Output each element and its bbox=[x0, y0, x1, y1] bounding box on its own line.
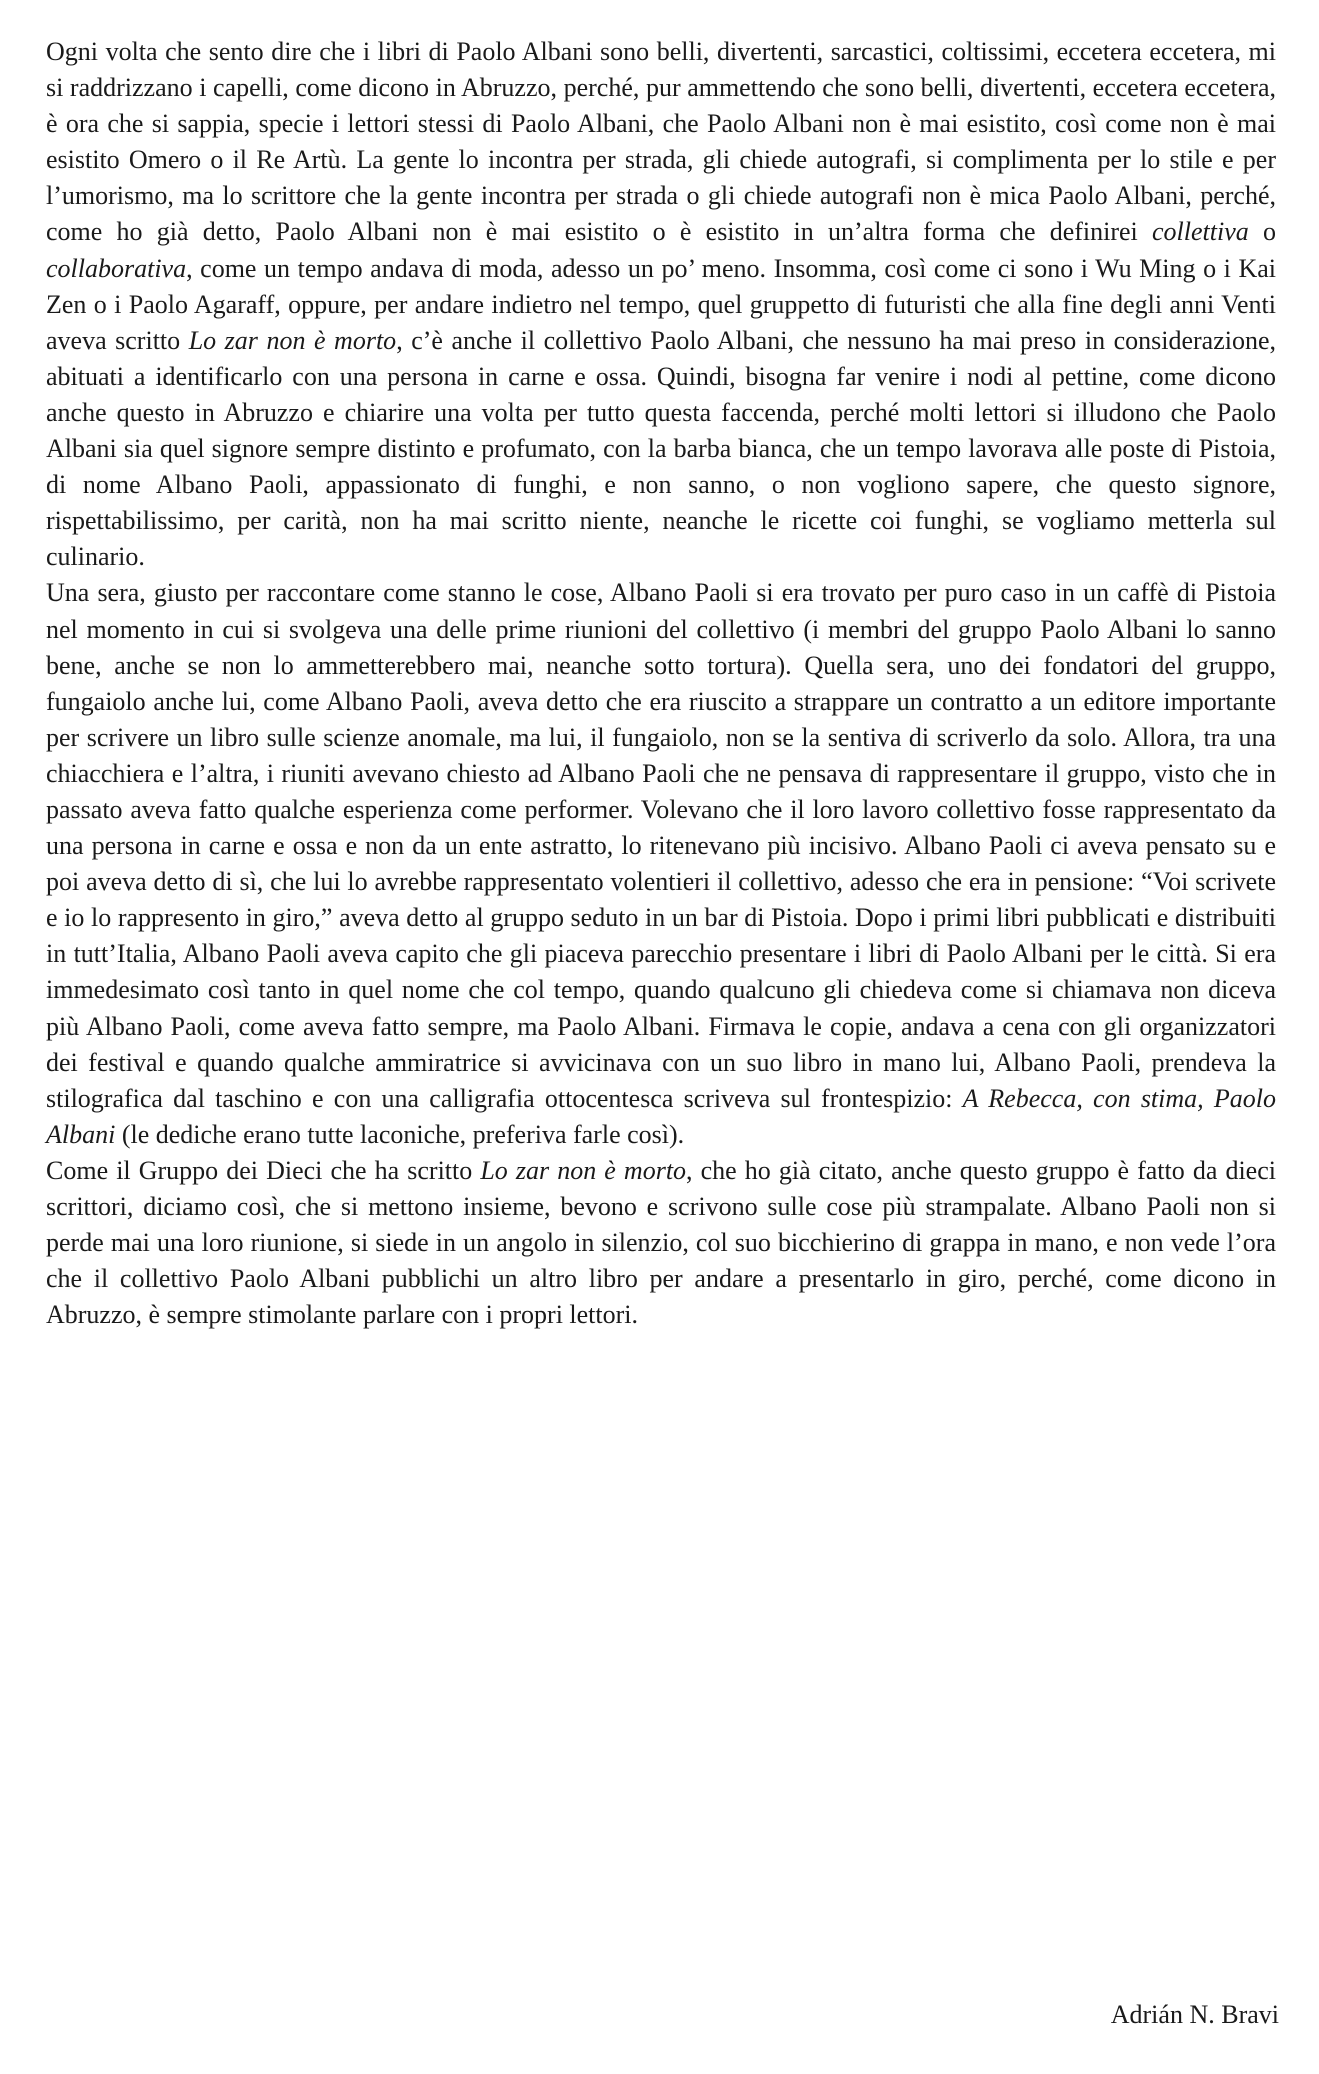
text-run: o bbox=[1248, 217, 1276, 247]
italic-text-run: Lo zar non è morto bbox=[480, 1155, 687, 1185]
text-run: Una sera, giusto per raccontare come stanno le cose, Albano Paoli si era trovato per puro caso in un caffè di Pistoia nel momento in cui si svolgeva una delle prime riunioni del collettivo (i membri del gruppo Paolo Albani lo sanno bene, anche se non lo ammetterebbero mai, neanche sotto tortura). Quella sera, uno dei fondatori del gruppo, fungaiolo anche lui, come Albano Paoli, aveva detto che era riuscito a strappare un contratto a un editore importante per scrivere un libro sulle scienze anomale, ma lui, il fungaiolo, non se la sentiva di scriverlo da solo. Allora, tra una chiacchiera e l’altra, i riuniti avevano chiesto ad Albano Paoli che ne pensava di rappresentare il gruppo, visto che in passato aveva fatto qualche esperienza come performer. Volevano che il loro lavoro collettivo fosse rappresentato da una persona in carne e ossa e non da un ente astratto, lo ritenevano più incisivo. Albano Paoli ci aveva pensato su e poi aveva detto di sì, che lui lo avrebbe rappresentato volentieri il collettivo, adesso che era in pensione: “Voi scrivete e io lo rappresento in giro,” aveva detto al gruppo seduto in un bar di Pistoia. Dopo i primi libri pubblicati e distribuiti in tutt’Italia, Albano Paoli aveva capito che gli piaceva parecchio presentare i libri di Paolo Albani per le città. Si era immedesimato così tanto in quel nome che col tempo, quando qualcuno gli chiedeva come si chiamava non diceva più Albano Paoli, come aveva fatto sempre, ma Paolo Albani. Firmava le copie, andava a cena con gli organizzatori dei festival e quando qualche ammiratrice si avvicinava con un suo libro in mano lui, Albano Paoli, prendeva la stilografica dal taschino e con una calligrafia ottocentesca scriveva sul frontespizio: bbox=[46, 578, 1276, 1113]
paragraph-2 bbox=[46, 575, 1276, 1153]
article-body bbox=[46, 34, 1276, 1333]
paragraph-3 bbox=[46, 1153, 1276, 1333]
text-run: , come un tempo andava di moda, adesso un po’ meno. Insomma, così come ci sono i Wu Ming o i Kai Zen o i Paolo Agaraff, oppure, per andare indietro nel tempo, quel gruppetto di futuristi che alla fine degli anni Venti aveva scritto bbox=[46, 253, 1276, 355]
italic-text-run: A Rebecca, con stima, Paolo Albani bbox=[46, 1083, 1276, 1149]
italic-text-run: collettiva bbox=[1152, 217, 1249, 247]
text-run: (le dediche erano tutte laconiche, preferiva farle così). bbox=[115, 1119, 685, 1149]
text-run: Ogni volta che sento dire che i libri di Paolo Albani sono belli, divertenti, sarcastici, coltissimi, eccetera eccetera, mi si raddrizzano i capelli, come dicono in Abruzzo, perché, pur ammettendo che sono belli, divertenti, eccetera eccetera, è ora che si sappia, specie i lettori stessi di Paolo Albani, che Paolo Albani non è mai esistito, così come non è mai esistito Omero o il Re Artù. La gente lo incontra per strada, gli chiede autografi, si complimenta per lo stile e per l’umorismo, ma lo scrittore che la gente incontra per strada o gli chiede autografi non è mica Paolo Albani, perché, come ho già detto, Paolo Albani non è mai esistito o è esistito in un’altra forma che definirei bbox=[46, 37, 1276, 247]
text-run: , che ho già citato, anche questo gruppo è fatto da dieci scrittori, diciamo così, che si mettono insieme, bevono e scrivono sulle cose più strampalate. Albano Paoli non si perde mai una loro riunione, si siede in un angolo in silenzio, col suo bicchierino di grappa in mano, e non vede l’ora che il collettivo Paolo Albani pubblichi un altro libro per andare a presentarlo in giro, perché, come dicono in Abruzzo, è sempre stimolante parlare con i propri lettori. bbox=[46, 1155, 1276, 1330]
text-run: Come il Gruppo dei Dieci che ha scritto bbox=[46, 1155, 481, 1185]
paragraph-1 bbox=[46, 34, 1276, 575]
author-signature: Adrián N. Bravi bbox=[1110, 2000, 1279, 2029]
text-run: , c’è anche il collettivo Paolo Albani, che nessuno ha mai preso in considerazione, abituati a identificarlo con una persona in carne e ossa. Quindi, bisogna far venire i nodi al pettine, come dicono anche questo in Abruzzo e chiarire una volta per tutto questa faccenda, perché molti lettori si illudono che Paolo Albani sia quel signore sempre distinto e profumato, con la barba bianca, che un tempo lavorava alle poste di Pistoia, di nome Albano Paoli, appassionato di funghi, e non sanno, o non vogliono sapere, che questo signore, rispettabilissimo, per carità, non ha mai scritto niente, neanche le ricette coi funghi, se vogliamo metterla sul culinario. bbox=[46, 325, 1277, 572]
italic-text-run: Lo zar non è morto bbox=[188, 325, 397, 355]
italic-text-run: collaborativa bbox=[46, 253, 187, 283]
